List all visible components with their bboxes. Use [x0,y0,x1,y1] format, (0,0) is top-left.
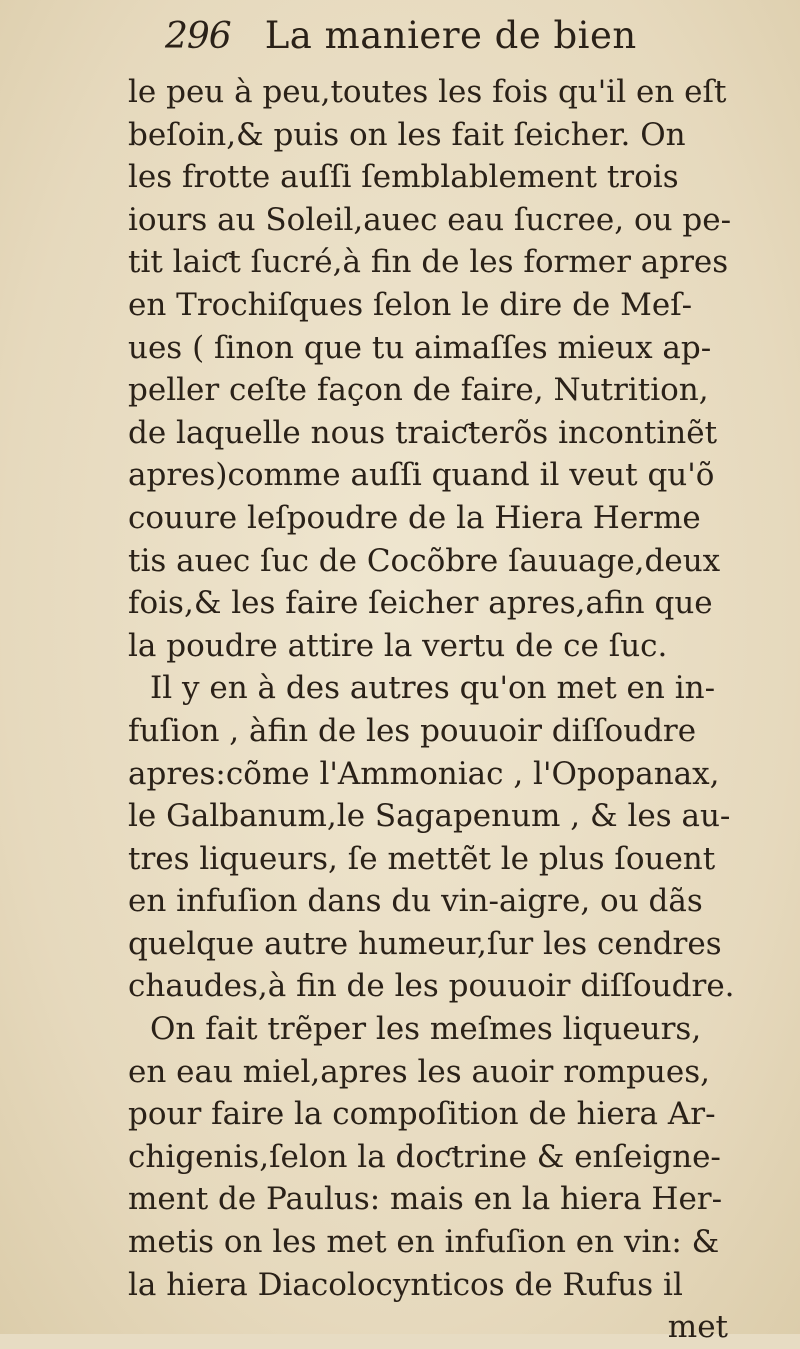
text-line: peller ceſte façon de faire, Nutrition, [128,372,709,409]
text-line: la hiera Diacolocynticos de Rufus il [128,1266,683,1303]
text-line: quelque autre humeur,ſur les cendres [128,925,722,962]
text-line: iours au Soleil,auec eau ſucree, ou pe- [128,201,732,238]
text-line: pour faire la compoſition de hiera Ar- [128,1096,716,1133]
text-line: On fait trẽper les meſmes liqueurs, [150,1011,702,1048]
text-line: en eau miel,apres les auoir rompues, [128,1053,711,1090]
text-line: chaudes,à fin de les pouuoir diſſoudre. [128,968,735,1005]
text-line: apres:cõme l'Ammoniac , l'Opopanax, [128,755,720,792]
text-line: les frotte auſſi ſemblablement trois [128,159,679,196]
text-line: metis on les met en infuſion en vin: & [128,1224,720,1261]
text-line: en Trochiſques ſelon le dire de Meſ- [128,286,693,323]
text-line: tres liqueurs, ſe mettẽt le plus ſouent [128,840,716,877]
text-line: le peu à peu,toutes les fois qu'il en eſt [128,74,727,110]
text-line: beſoin,& puis on les fait ſeicher. On [128,116,686,153]
page-header [165,14,740,64]
text-line: chigenis,ſelon la doƈtrine & enſeigne- [128,1138,721,1175]
text-line: Il y en à des autres qu'on met en in- [150,670,716,707]
text-line: ues ( ſinon que tu aimaſſes mieux ap- [128,329,712,366]
text-line: fuſion , àfin de les pouuoir diſſoudre [128,712,697,749]
body-text [128,71,778,1349]
text-line: en infuſion dans du vin-aigre, ou dãs [128,883,703,920]
text-line: apres)comme auſſi quand il veut qu'õ [128,457,715,494]
text-line: de laquelle nous traiƈterõs incontinẽt [128,414,718,451]
text-line: le Galbanum,le Sagapenum , & les au- [128,798,731,835]
text-line: fois,& les faire ſeicher apres,afin que [128,585,713,622]
text-line: couure leſpoudre de la Hiera Herme [128,499,701,536]
text-line: tis auec ſuc de Cocõbre ſauuage,deux [128,542,721,579]
text-line: ment de Paulus: mais en la hiera Her- [128,1181,723,1218]
text-line: tit laiƈt ſucré,à fin de les former apres [128,244,729,281]
text-line: la poudre attire la vertu de ce ſuc. [128,627,668,664]
text-line: met [667,1309,728,1346]
page-number: 296 [165,16,231,57]
running-head: La maniere de bien [264,14,637,57]
